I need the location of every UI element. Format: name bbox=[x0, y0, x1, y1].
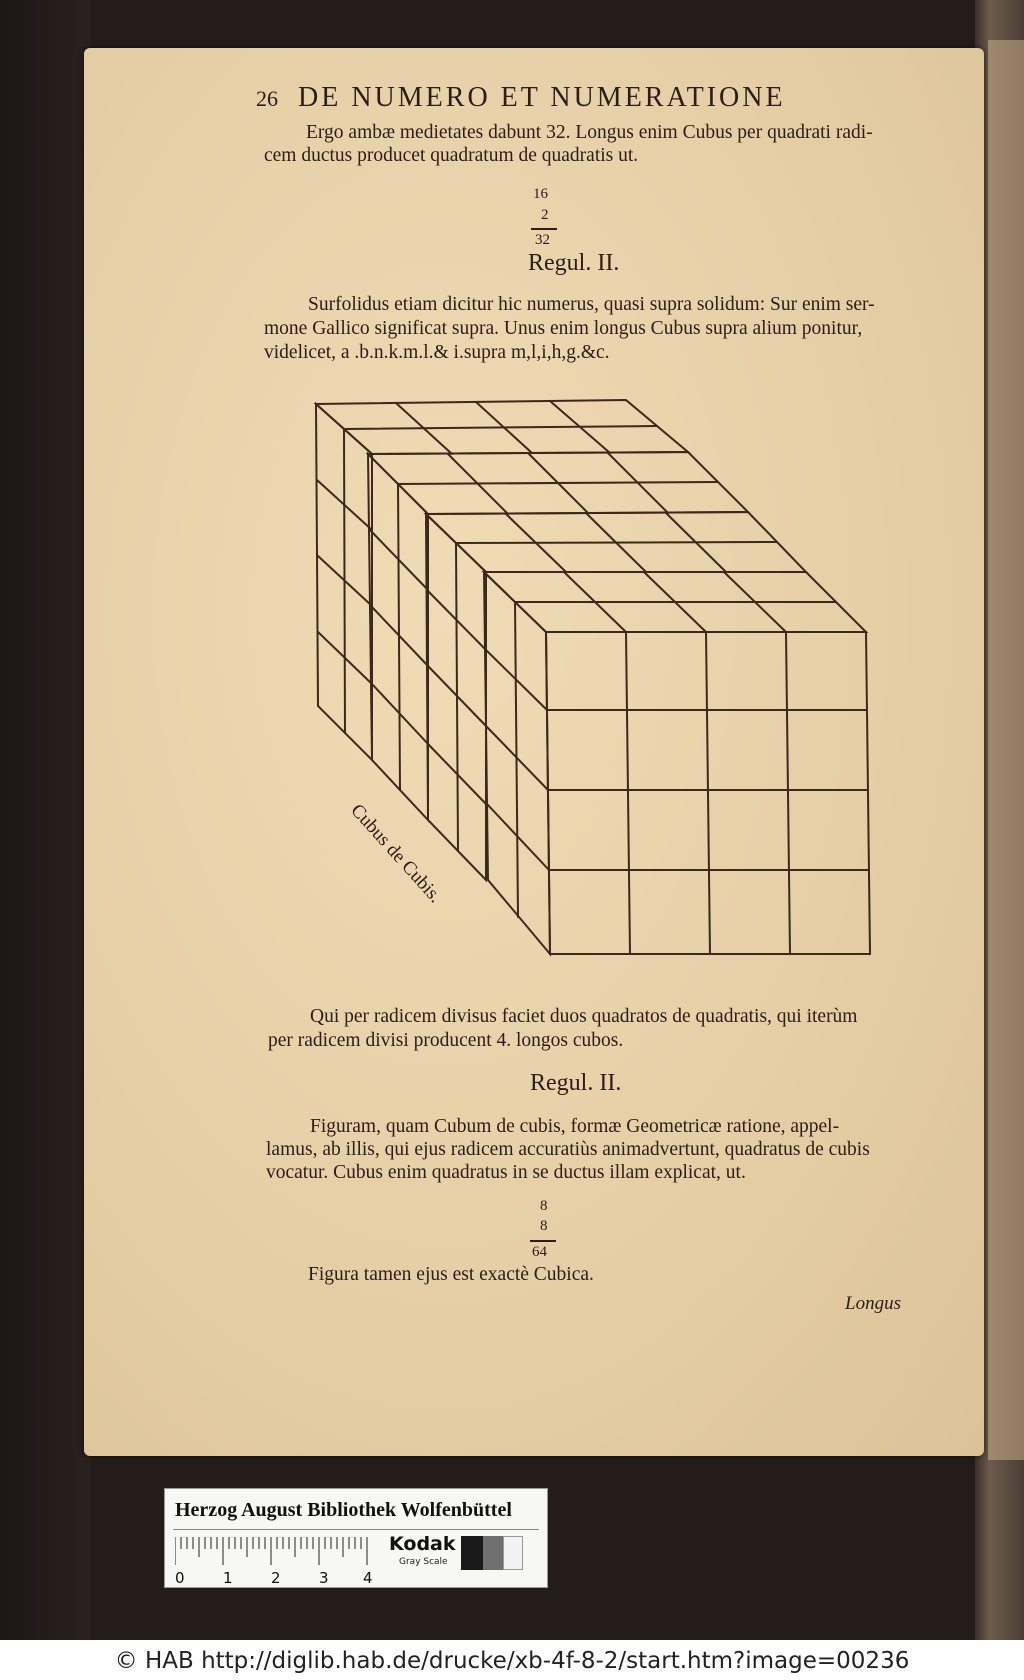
para2-line2: mone Gallico significat supra. Unus enim longus Cubus supra alium ponitur, bbox=[264, 318, 863, 339]
rule-heading-2: Regul. II. bbox=[530, 1070, 622, 1096]
para4-line3: vocatur. Cubus enim quadratus in se ductus illam explicat, ut. bbox=[266, 1162, 746, 1183]
gray-scale-label: Gray Scale bbox=[399, 1557, 448, 1567]
calc1-multiplicand: 16 bbox=[533, 186, 548, 202]
para1-line1: Ergo ambæ medietates dabunt 32. Longus enim Cubus per quadrati radi- bbox=[306, 122, 873, 143]
calc2-multiplicand: 8 bbox=[540, 1198, 548, 1214]
scale-number: 0 bbox=[175, 1569, 185, 1587]
running-head-title: DE NUMERO ET NUMERATIONE bbox=[298, 82, 786, 113]
scale-number: 1 bbox=[223, 1569, 233, 1587]
adjacent-page-edge bbox=[988, 40, 1024, 1460]
color-calibration-card bbox=[164, 1488, 548, 1588]
calc2-multiplier: 8 bbox=[540, 1218, 548, 1234]
library-name: Herzog August Bibliothek Wolfenbüttel bbox=[175, 1499, 512, 1521]
para5: Figura tamen ejus est exactè Cubica. bbox=[308, 1264, 594, 1285]
copyright-credit: © HAB http://diglib.hab.de/drucke/xb-4f-8-2/start.htm?image=00236 bbox=[114, 1648, 910, 1674]
scale-number: 3 bbox=[319, 1569, 329, 1587]
para2-line3: videlicet, a .b.n.k.m.l.& i.supra m,l,i,h,g.&c. bbox=[264, 342, 610, 363]
kodak-logo: Kodak bbox=[389, 1533, 456, 1555]
calc1-rule bbox=[531, 228, 557, 230]
gray-swatch-black bbox=[461, 1536, 483, 1570]
calc1-multiplier: 2 bbox=[541, 207, 549, 223]
scale-number: 4 bbox=[363, 1569, 373, 1587]
para1-line2: cem ductus producet quadratum de quadratis ut. bbox=[264, 145, 639, 166]
para3-line1: Qui per radicem divisus faciet duos quadratos de quadratis, qui iterùm bbox=[310, 1006, 858, 1027]
scale-number: 2 bbox=[271, 1569, 281, 1587]
figure-label: Cubus de Cubis. bbox=[346, 800, 446, 908]
card-divider bbox=[173, 1529, 539, 1530]
page-number: 26 bbox=[256, 86, 278, 111]
running-head bbox=[256, 82, 786, 114]
cubus-de-cubis-figure bbox=[310, 396, 880, 968]
gray-swatch-mid bbox=[483, 1536, 503, 1570]
catchword: Longus bbox=[845, 1293, 901, 1314]
gray-swatch-white bbox=[503, 1536, 523, 1570]
para2-line1: Surfolidus etiam dicitur hic numerus, quasi supra solidum: Sur enim ser- bbox=[308, 294, 875, 315]
para3-line2: per radicem divisi producent 4. longos cubos. bbox=[268, 1030, 624, 1051]
rule-heading-1: Regul. II. bbox=[528, 250, 620, 276]
ruler-scale bbox=[175, 1537, 375, 1567]
para4-line1: Figuram, quam Cubum de cubis, formæ Geometricæ ratione, appel- bbox=[310, 1116, 840, 1137]
para4-line2: lamus, ab illis, qui ejus radicem accuratiùs animadvertunt, quadratus de cubis bbox=[266, 1139, 870, 1160]
calc2-rule bbox=[530, 1240, 556, 1242]
scanner-background-left bbox=[0, 0, 90, 1640]
calc2-product: 64 bbox=[532, 1244, 547, 1260]
calc1-product: 32 bbox=[535, 232, 550, 248]
footer-bar bbox=[0, 1640, 1024, 1680]
